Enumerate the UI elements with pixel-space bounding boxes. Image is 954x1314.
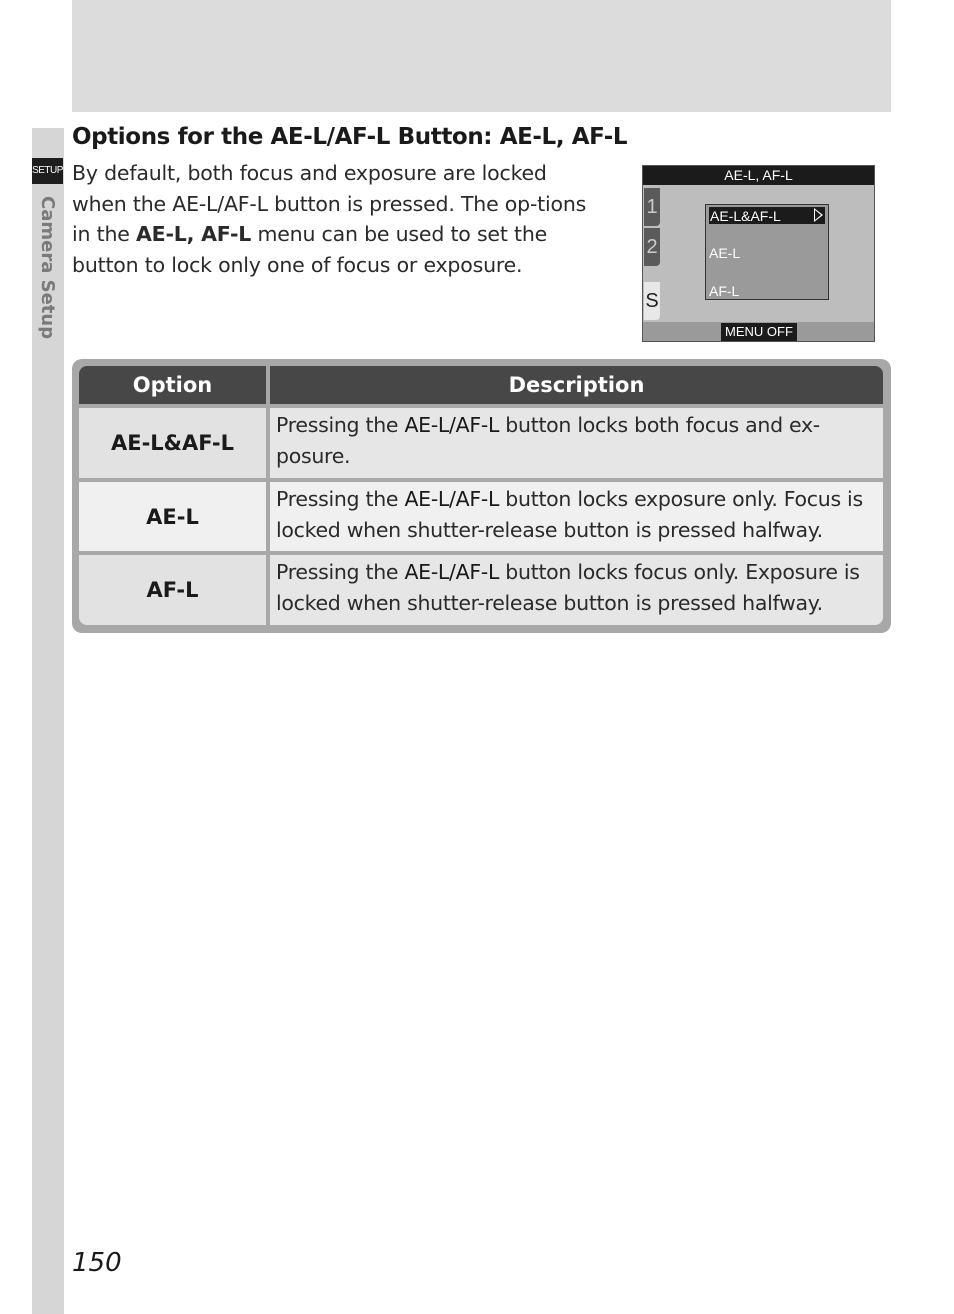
lcd-item-afl: AF-L <box>709 283 740 299</box>
lcd-item-ael: AE-L <box>709 245 741 261</box>
table-row-option: AE-L <box>79 482 266 551</box>
table-row-option: AE-L&AF-L <box>79 408 266 478</box>
table-row-description <box>270 555 883 625</box>
intro-text-2: button is pressed. The op-tions in the <box>72 191 587 246</box>
table-header-option: Option <box>79 366 266 404</box>
lcd-option-list <box>705 204 829 300</box>
options-table <box>72 359 891 633</box>
lcd-tab-2: 2 <box>644 228 660 266</box>
page-number: 150 <box>72 1248 122 1278</box>
play-arrow-icon <box>814 208 823 222</box>
desc-text: Pressing the <box>276 487 405 511</box>
desc-button-name: AE-L/AF-L <box>404 560 500 584</box>
menu-screenshot <box>642 165 875 342</box>
lcd-tab-1: 1 <box>644 188 660 226</box>
table-header-description: Description <box>270 366 883 404</box>
desc-text: button locks focus only. Exposure is locked when shutter-release button is pressed halfway. <box>276 560 860 615</box>
desc-button-name: AE-L/AF-L <box>404 413 500 437</box>
desc-text: Pressing the <box>276 560 405 584</box>
lcd-menu-title: AE-L, AF-L <box>643 166 874 185</box>
desc-text: Pressing the <box>276 413 405 437</box>
lcd-item-label: AE-L&AF-L <box>710 208 781 224</box>
intro-button-name: AE-L/AF-L <box>172 191 268 216</box>
intro-paragraph <box>72 158 598 280</box>
intro-text-1: By default, both focus and exposure are locked when the <box>72 161 547 216</box>
desc-button-name: AE-L/AF-L <box>404 487 500 511</box>
intro-menu-name: AE-L, AF-L <box>135 222 252 246</box>
table-row-description <box>270 408 883 478</box>
desc-text: button locks both focus and ex-posure. <box>276 413 820 468</box>
table-row-description <box>270 482 883 551</box>
intro-text-3: menu can be used to set the button to lock only one of focus or exposure. <box>72 222 548 277</box>
setup-badge: SETUP <box>32 158 63 184</box>
lcd-tab-setup: S <box>644 282 660 320</box>
desc-text: button locks exposure only. Focus is locked when shutter-release button is pressed halfway. <box>276 487 863 542</box>
lcd-menu-off: MENU OFF <box>721 323 797 341</box>
page-title: Options for the AE-L/AF-L Button: AE-L, AF-L <box>72 124 628 150</box>
lcd-item-ael-afl <box>708 206 826 225</box>
table-row-option: AF-L <box>79 555 266 625</box>
section-label: Camera Setup <box>37 196 58 340</box>
header-band <box>72 0 891 112</box>
